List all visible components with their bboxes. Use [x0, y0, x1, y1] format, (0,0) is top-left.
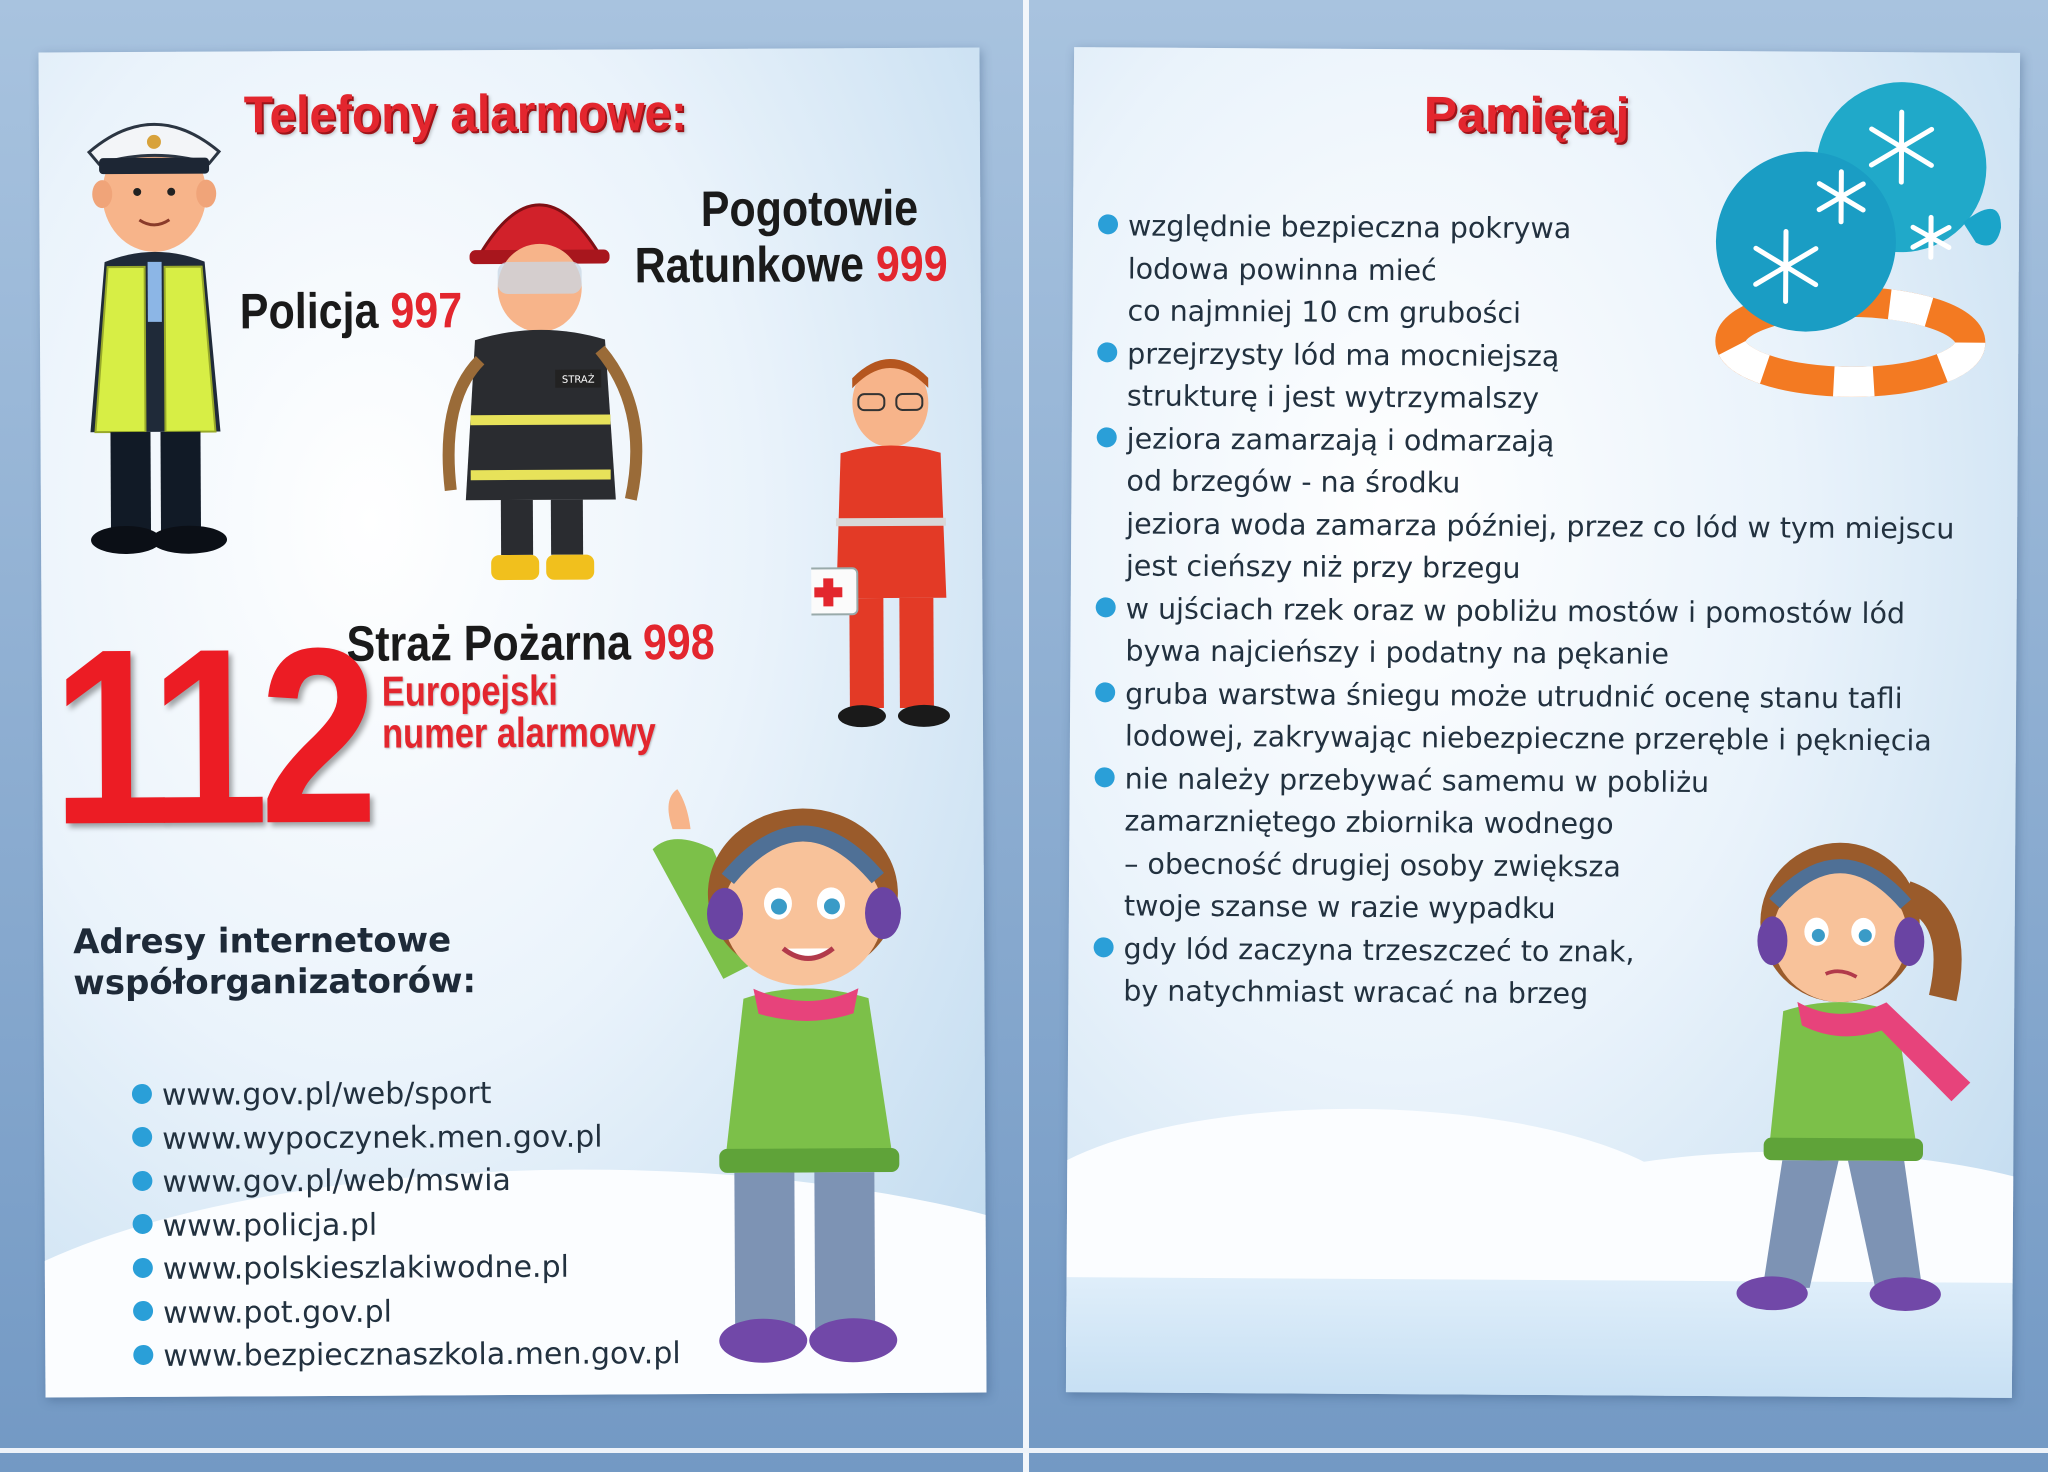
address-link-text[interactable]: www.policja.pl [162, 1207, 378, 1244]
address-link-text[interactable]: www.gov.pl/web/mswia [162, 1163, 511, 1200]
page-title: Telefony alarmowe: [243, 84, 688, 145]
address-link[interactable] [133, 1245, 681, 1291]
paramedic-illustration [810, 348, 972, 739]
service-policja [240, 282, 463, 339]
jacket-label: STRAŻ [561, 374, 595, 386]
bullet-icon [1098, 214, 1118, 234]
rule-item [1095, 673, 1954, 763]
emergency-label [381, 666, 656, 757]
rule-text: gdy lód zaczyna trzeszczeć to znak, by natychmiast wracać na brzeg [1123, 931, 1635, 1011]
address-link[interactable] [132, 1115, 680, 1161]
service-number: 999 [875, 235, 948, 293]
address-link[interactable] [133, 1332, 681, 1378]
bullet-icon [1095, 682, 1115, 702]
rule-item [1097, 333, 1956, 423]
service-name: Policja [239, 282, 379, 340]
service-name-line2: Ratunkowe [634, 236, 865, 294]
bullet-icon [133, 1344, 153, 1364]
service-number: 998 [642, 613, 715, 671]
girl-on-ice-illustration [1706, 811, 2009, 1353]
address-link[interactable] [133, 1289, 681, 1335]
firefighter-illustration [439, 169, 651, 590]
emergency-number: 112 [51, 595, 371, 877]
page-divider [1023, 0, 1029, 1472]
address-link-text[interactable]: www.gov.pl/web/sport [161, 1076, 492, 1113]
service-number: 997 [390, 282, 463, 339]
rule-text: gruba warstwa śniegu może utrudnić ocenę stanu tafli lodowej, zakrywając niebezpieczne przeręble i pęknięcia [1124, 676, 1932, 758]
bullet-icon [133, 1214, 153, 1234]
address-link-text[interactable]: www.wypoczynek.men.gov.pl [162, 1119, 603, 1157]
bullet-icon [1097, 342, 1117, 362]
bullet-icon [132, 1083, 152, 1103]
address-link[interactable] [132, 1158, 680, 1204]
rule-text: nie należy przebywać samemu w pobliżu zamarzniętego zbiornika wodnego – obecność drugiej osoby zwiększa twoje szanse w razie wypadku [1123, 761, 1710, 926]
bullet-icon [132, 1127, 152, 1147]
service-name: Straż Pożarna [346, 614, 632, 672]
rule-item [1096, 418, 1955, 593]
bullet-icon [133, 1301, 153, 1321]
left-page [38, 48, 986, 1398]
address-link[interactable] [132, 1071, 680, 1117]
rule-text: jeziora zamarzają i odmarzają od brzegów - na środku jeziora woda zamarza później, przez co lód w tym miejscu jest cieńszy niż przy brzegu [1125, 421, 1955, 585]
policeman-illustration [69, 101, 241, 562]
rule-item [1095, 588, 1954, 678]
address-link-text[interactable]: www.polskieszlakiwodne.pl [162, 1249, 569, 1287]
bottom-line [0, 1448, 2048, 1453]
emergency-label-line2: numer alarmowy [381, 708, 656, 757]
bullet-icon [132, 1170, 152, 1190]
addresses-heading-line2: współorganizatorów: [73, 960, 477, 1004]
address-list [132, 1071, 681, 1378]
rule-text: w ujściach rzek oraz w pobliżu mostów i pomostów lód bywa najcieńszy i podatny na pękanie [1125, 591, 1906, 671]
addresses-heading-line1: Adresy internetowe [73, 920, 452, 963]
service-name-line1: Pogotowie [700, 179, 919, 238]
bullet-icon [133, 1257, 153, 1277]
page-title: Pamiętaj [1423, 86, 1630, 144]
service-pogotowie [634, 179, 948, 294]
right-page [1066, 47, 2020, 1398]
rule-text: względnie bezpieczna pokrywa lodowa powinna mieć co najmniej 10 cm grubości [1127, 209, 1572, 330]
emergency-label-line1: Europejski [381, 666, 559, 715]
address-link-text[interactable]: www.bezpiecznaszkola.men.gov.pl [163, 1336, 681, 1374]
address-link-text[interactable]: www.pot.gov.pl [162, 1294, 393, 1331]
addresses-heading [73, 920, 476, 1004]
bullet-icon [1094, 937, 1114, 957]
bullet-icon [1095, 767, 1115, 787]
bullet-icon [1097, 427, 1117, 447]
address-link[interactable] [133, 1202, 681, 1248]
bullet-icon [1096, 597, 1116, 617]
service-straz [346, 614, 714, 672]
rule-item [1097, 205, 1956, 338]
rule-text: przejrzysty lód ma mocniejszą strukturę i jest wytrzymalszy [1126, 336, 1560, 415]
